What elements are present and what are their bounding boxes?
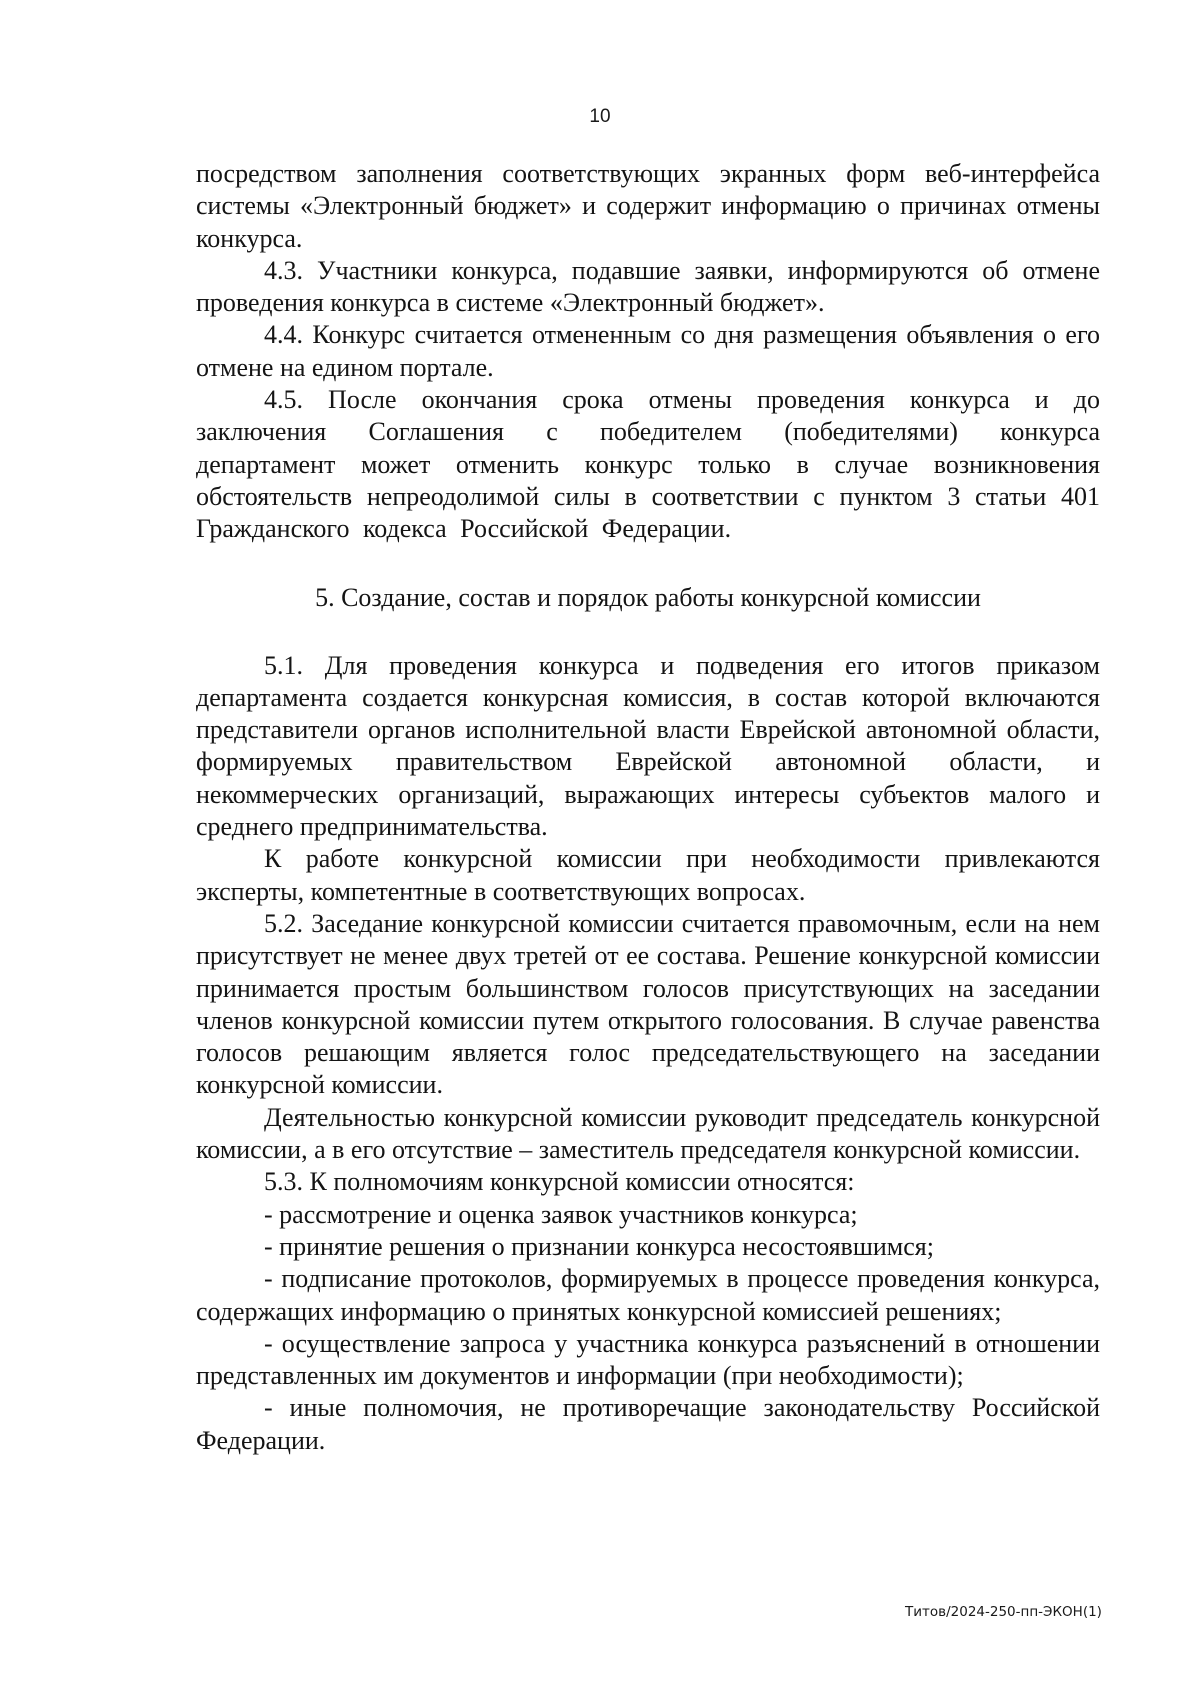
section-title: 5. Создание, состав и порядок работы конкурсной комиссии [315, 582, 981, 612]
paragraph-5-3: 5.3. К полномочиям конкурсной комиссии относятся: [264, 1167, 855, 1197]
list-item: - иные полномочия, не противоречащие законодательству Российской Федерации. [196, 1393, 1100, 1455]
paragraph-continuation: посредством заполнения соответствующих экранных форм веб-интерфейса системы «Электронный бюджет» и содержит информацию о причинах отмены конкурса. [196, 159, 1100, 253]
list-item: - подписание протоколов, формируемых в процессе проведения конкурса, содержащих информацию о принятых конкурсной комиссией решениях; [196, 1264, 1100, 1326]
paragraph-4-5: 4.5. После окончания срока отмены проведения конкурса и до заключения Соглашения с победителем (победителями) конкурса департамент может отменить конкурс только в случае возникновения обстоятельств непреодолимой силы в соответствии с пунктом 3 статьи 401 Гражданского кодекса Российской Федерации. [196, 385, 1100, 544]
paragraph-5-1: 5.1. Для проведения конкурса и подведения его итогов приказом департамента создается конкурсная комиссия, в состав которой включаются представители органов исполнительной власти Еврейской автономной области, формируемых правительством Еврейской автономной области, и некоммерческих организаций, выражающих интересы субъектов малого и среднего предпринимательства. [196, 650, 1100, 842]
list-item: - рассмотрение и оценка заявок участников конкурса; [264, 1199, 858, 1229]
paragraph-4-4: 4.4. Конкурс считается отмененным со дня размещения объявления о его отмене на едином портале. [196, 320, 1100, 382]
paragraph-chair: Деятельностью конкурсной комиссии руководит председатель конкурсной комиссии, а в его отсутствие – заместитель председателя конкурсной комиссии. [196, 1102, 1100, 1165]
page-number: 10 [589, 106, 611, 127]
paragraph-5-2: 5.2. Заседание конкурсной комиссии считается правомочным, если на нем присутствует не менее двух третей от ее состава. Решение конкурсной комиссии принимается простым большинством голосов присутствующих на заседании членов конкурсной комиссии путем открытого голосования. В случае равенства голосов решающим является голос председательствующего на заседании конкурсной комиссии. [196, 908, 1100, 1100]
list-item: - принятие решения о признании конкурса несостоявшимся; [264, 1231, 934, 1261]
document-footer-code: Титов/2024-250-пп-ЭКОН(1) [905, 1604, 1102, 1620]
document-body [196, 158, 1100, 1457]
paragraph-4-3: 4.3. Участники конкурса, подавшие заявки, информируются об отмене проведения конкурса в системе «Электронный бюджет». [196, 255, 1100, 318]
paragraph-experts: К работе конкурсной комиссии при необходимости привлекаются эксперты, компетентные в соответствующих вопросах. [196, 844, 1100, 906]
list-item: - осуществление запроса у участника конкурса разъяснений в отношении представленных им документов и информации (при необходимости); [196, 1328, 1100, 1391]
